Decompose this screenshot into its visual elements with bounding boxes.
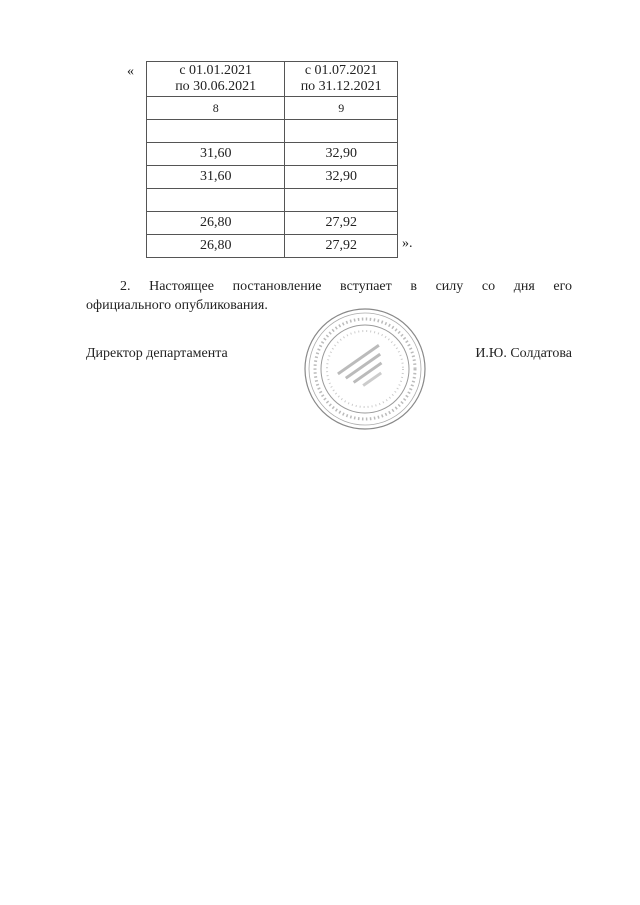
signatory-title: Директор департамента xyxy=(86,346,228,361)
column-number: 9 xyxy=(285,97,398,120)
header-period-2-to: по 31.12.2021 xyxy=(300,79,382,94)
paragraph-line-2: официального опубликования. xyxy=(86,298,268,313)
tariff-table xyxy=(146,61,398,258)
header-period-2-from: с 01.07.2021 xyxy=(304,63,378,78)
table-cell: 27,92 xyxy=(285,235,398,258)
paragraph-line-1: 2. Настоящее постановление вступает в силу со дня его xyxy=(120,279,572,294)
table-cell xyxy=(147,120,285,143)
table-cell: 31,60 xyxy=(147,143,285,166)
table-row xyxy=(147,143,398,166)
table-cell xyxy=(285,120,398,143)
table-row xyxy=(147,235,398,258)
close-quote: ». xyxy=(402,236,413,251)
column-number-row xyxy=(147,97,398,120)
official-seal xyxy=(300,306,430,437)
table-row xyxy=(147,120,398,143)
header-period-1-to: по 30.06.2021 xyxy=(175,79,257,94)
header-period-2 xyxy=(285,62,398,97)
signatory-name: И.Ю. Солдатова xyxy=(475,346,572,361)
table-cell: 31,60 xyxy=(147,166,285,189)
table-header-row xyxy=(147,62,398,97)
header-period-1-from: с 01.01.2021 xyxy=(179,63,253,78)
table-row xyxy=(147,189,398,212)
table-row xyxy=(147,166,398,189)
table-cell xyxy=(285,189,398,212)
table-cell: 26,80 xyxy=(147,212,285,235)
table-cell: 32,90 xyxy=(285,166,398,189)
header-period-1 xyxy=(147,62,285,97)
table-row xyxy=(147,212,398,235)
seal-stamp-icon xyxy=(300,306,430,432)
table-cell xyxy=(147,189,285,212)
open-quote: « xyxy=(127,64,134,79)
table-cell: 26,80 xyxy=(147,235,285,258)
table-cell: 27,92 xyxy=(285,212,398,235)
table-cell: 32,90 xyxy=(285,143,398,166)
column-number: 8 xyxy=(147,97,285,120)
